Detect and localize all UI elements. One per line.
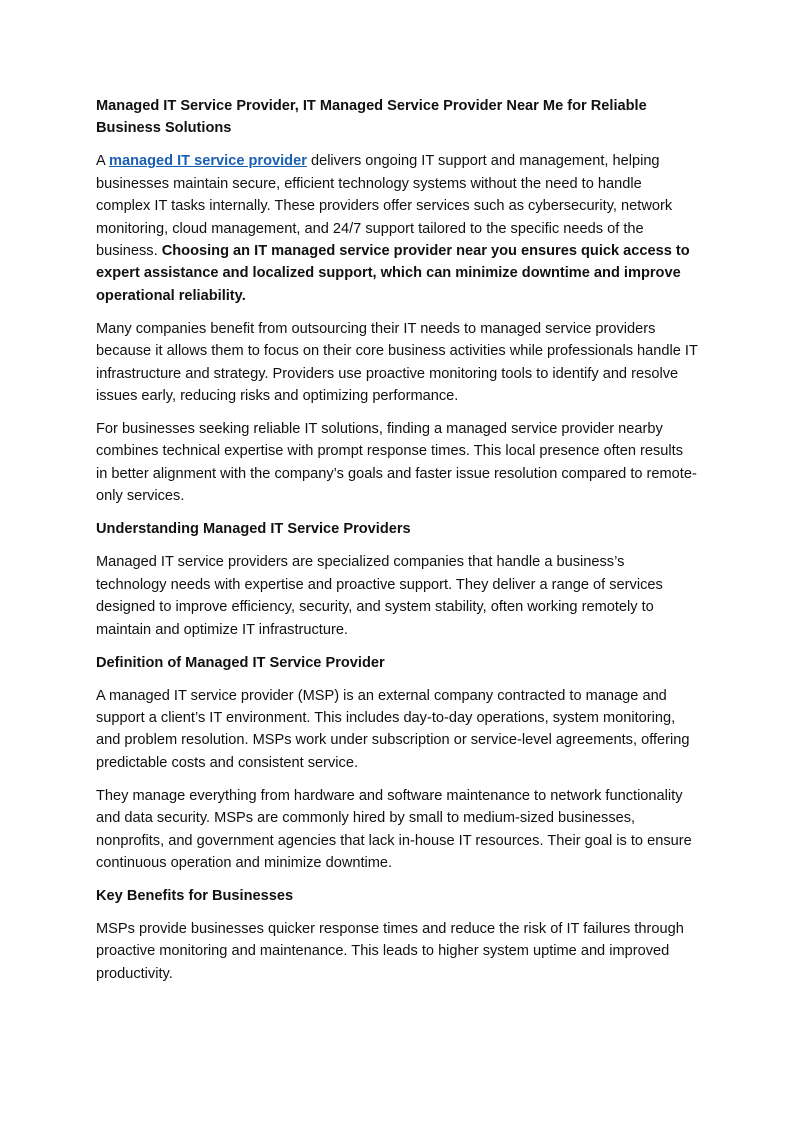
intro-body: delivers ongoing IT support and management, helping businesses maintain secure, efficient technology systems without the need to handle complex IT tasks internally. These providers offer services such as cybersecurity, network monitoring, cloud management, and 24/7 support tailored to the specific needs of the business.: [96, 153, 673, 260]
paragraph-msp-definition: A managed IT service provider (MSP) is an external company contracted to manage and support a client’s IT environment. This includes day-to-day operations, system monitoring, and problem resolution. MSPs work under subscription or service-level agreements, offering predictable costs and consistent service.: [96, 687, 690, 771]
paragraph-key-benefits: MSPs provide businesses quicker response times and reduce the risk of IT failures through proactive monitoring and maintenance. This leads to higher system uptime and improved productivity.: [96, 920, 684, 982]
intro-prefix: A: [96, 153, 109, 170]
paragraph-msp-responsibilities: They manage everything from hardware and software maintenance to network functionality and data security. MSPs are commonly hired by small to medium-sized businesses, nonprofits, and government agencies that lack in-house IT resources. Their goal is to ensure continuous operation and minimize downtime.: [96, 787, 692, 871]
managed-it-service-provider-link[interactable]: managed IT service provider: [108, 153, 307, 170]
heading-key-benefits: Key Benefits for Businesses: [96, 887, 294, 904]
document-page: [96, 95, 698, 996]
intro-bold-statement: Choosing an IT managed service provider near you ensures quick access to expert assistance and localized support, which can minimize downtime and improve operational reliability.: [96, 243, 690, 304]
paragraph-outsourcing-benefits: Many companies benefit from outsourcing their IT needs to managed service providers because it allows them to focus on their core business activities while professionals handle IT infrastructure and strategy. Providers use proactive monitoring tools to identify and resolve issues early, reducing risks and optimizing performance.: [96, 320, 698, 405]
paragraph-msp-overview: Managed IT service providers are specialized companies that handle a business’s technology needs with expertise and proactive support. They deliver a range of services designed to improve efficiency, security, and system stability, often working remotely to maintain and optimize IT infrastructure.: [96, 554, 663, 638]
heading-definition-msp: Definition of Managed IT Service Provider: [96, 654, 385, 671]
document-title: Managed IT Service Provider, IT Managed Service Provider Near Me for Reliable Business Solutions: [96, 98, 647, 137]
paragraph-local-provider: For businesses seeking reliable IT solutions, finding a managed service provider nearby combines technical expertise with prompt response times. This local presence often results in better alignment with the company’s goals and faster issue resolution compared to remote-only services.: [96, 421, 697, 505]
intro-paragraph: [96, 150, 698, 307]
heading-understanding-msp: Understanding Managed IT Service Providers: [96, 521, 411, 538]
